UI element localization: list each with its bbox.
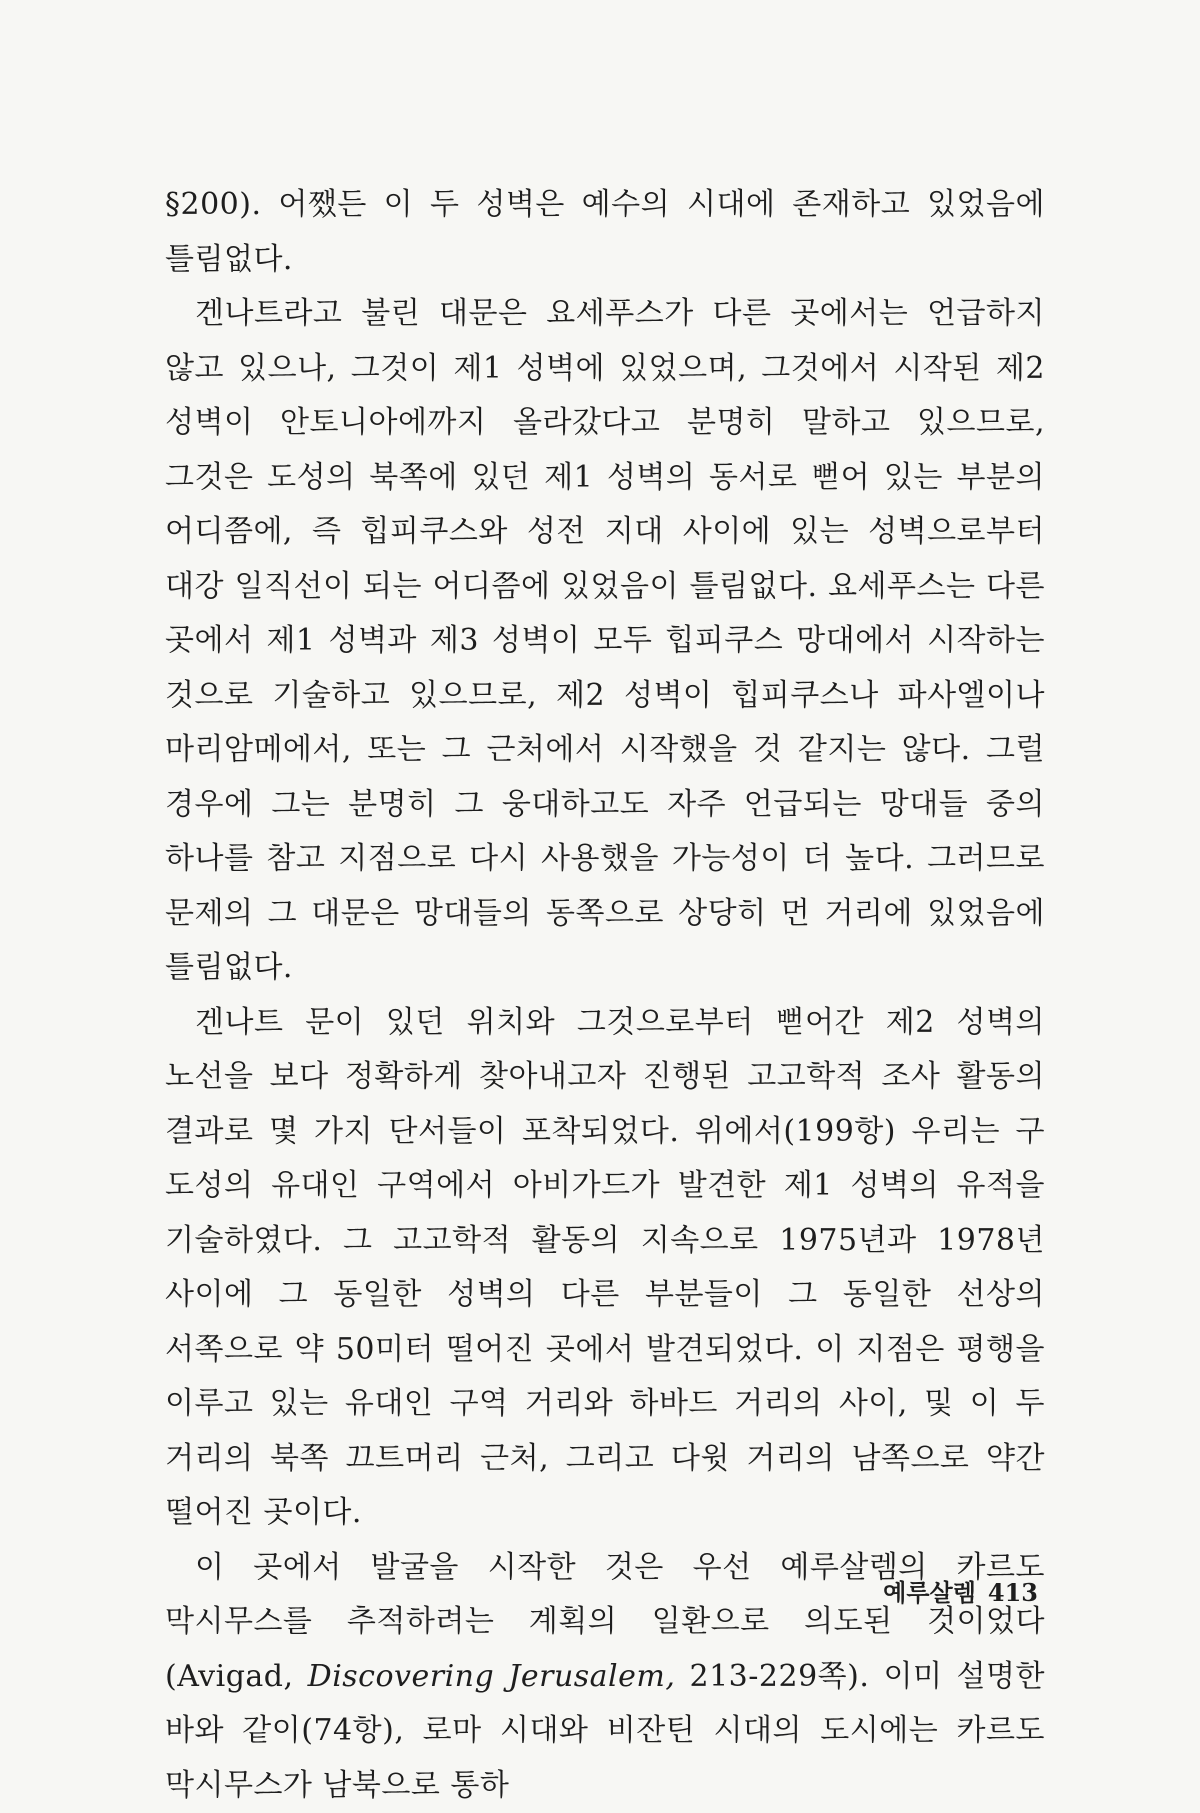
page-number: 413: [988, 1578, 1038, 1607]
page-body: [165, 178, 1045, 1813]
book-title-citation: Discovering Jerusalem,: [308, 1659, 676, 1694]
paragraph-archaeology: 겐나트 문이 있던 위치와 그것으로부터 뻗어간 제2 성벽의 노선을 보다 정확하게 찾아내고자 진행된 고고학적 조사 활동의 결과로 몇 가지 단서들이 포착되었다. 위에서(199항) 우리는 구 도성의 유대인 구역에서 아비가드가 발견한 제1 성벽의 유적을 기술하였다. 그 고고학적 활동의 지속으로 1975년과 1978년 사이에 그 동일한 성벽의 다른 부분들이 그 동일한 선상의 서쪽으로 약 50미터 떨어진 곳에서 발견되었다. 이 지점은 평행을 이루고 있는 유대인 구역 거리와 하바드 거리의 사이, 및 이 두 거리의 북쪽 끄트머리 근처, 그리고 다윗 거리의 남쪽으로 약간 떨어진 곳이다.: [165, 996, 1045, 1541]
paragraph-gennath-gate: 겐나트라고 불린 대문은 요세푸스가 다른 곳에서는 언급하지 않고 있으나, 그것이 제1 성벽에 있었으며, 그것에서 시작된 제2 성벽이 안토니아에까지 올라갔다고 분명히 말하고 있으므로, 그것은 도성의 북쪽에 있던 제1 성벽의 동서로 뻗어 있는 부분의 어디쯤에, 즉 힙피쿠스와 성전 지대 사이에 있는 성벽으로부터 대강 일직선이 되는 어디쯤에 있었음이 틀림없다. 요세푸스는 다른 곳에서 제1 성벽과 제3 성벽이 모두 힙피쿠스 망대에서 시작하는 것으로 기술하고 있으므로, 제2 성벽이 힙피쿠스나 파사엘이나 마리암메에서, 또는 그 근처에서 시작했을 것 같지는 않다. 그럴 경우에 그는 분명히 그 웅대하고도 자주 언급되는 망대들 중의 하나를 참고 지점으로 다시 사용했을 가능성이 더 높다. 그러므로 문제의 그 대문은 망대들의 동쪽으로 상당히 먼 거리에 있었음에 틀림없다.: [165, 287, 1045, 996]
paragraph-continuation: §200). 어쨌든 이 두 성벽은 예수의 시대에 존재하고 있었음에 틀림없다.: [165, 178, 1045, 287]
paragraph-text-start: 이 곳에서 발굴을 시작한 것은 우선 예루살렘의 카르도 막시무스를 추적하려는 계획의 일환으로 의도된 것이었다(Avigad,: [165, 1550, 1045, 1694]
paragraph-text-end: 213-229쪽). 이미 설명한 바와 같이(74항), 로마 시대와 비잔틴 시대의 도시에는 카르도 막시무스가 남북으로 통하: [165, 1659, 1045, 1803]
running-title: 예루살렘: [883, 1573, 976, 1608]
page-footer: [883, 1573, 1038, 1608]
